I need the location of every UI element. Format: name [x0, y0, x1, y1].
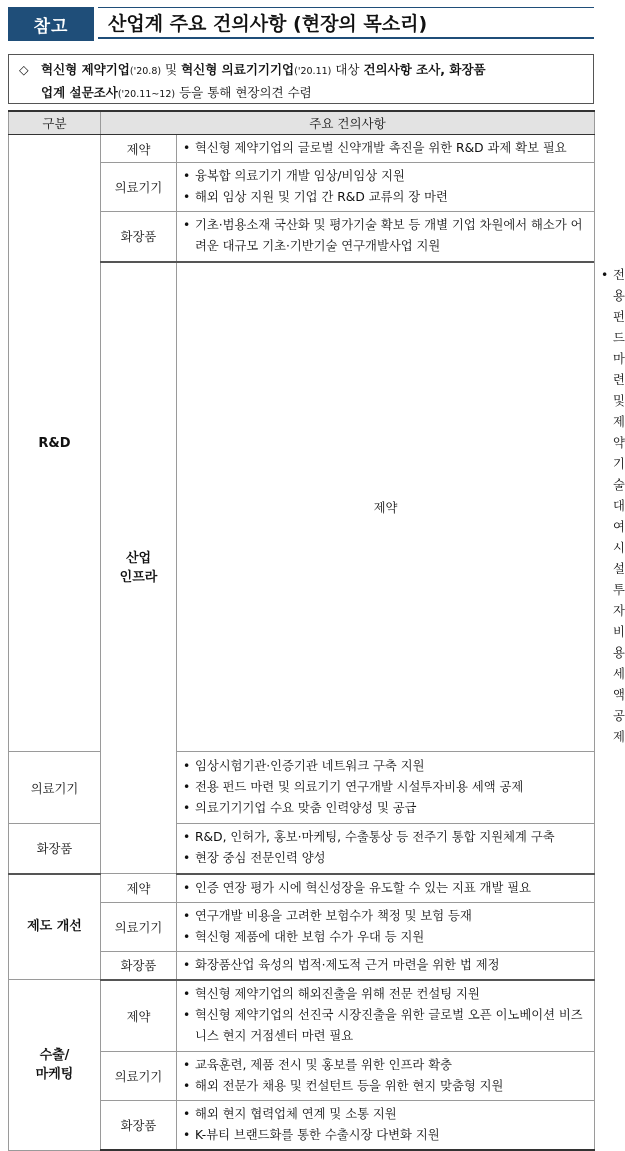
subcategory-cell: 의료기기 — [101, 902, 177, 951]
header-items: 주요 건의사항 — [101, 111, 595, 135]
header-category: 구분 — [9, 111, 101, 135]
subcategory-cell: 화장품 — [101, 1101, 177, 1151]
summary-box — [8, 54, 594, 104]
summary-text-1: 및 — [161, 62, 182, 77]
list-item: • 혁신형 제약기업의 해외진출을 위해 전문 컨설팅 지원 — [183, 987, 480, 1002]
subcategory-cell: 제약 — [177, 262, 595, 752]
subcategory-cell: 제약 — [101, 135, 177, 163]
table-row — [9, 824, 595, 874]
category-cell: R&D — [9, 135, 101, 752]
page-header — [8, 7, 596, 41]
table-row — [9, 135, 595, 163]
summary-bold-4: 업계 설문조사 — [41, 85, 118, 100]
table-row: 산업 인프라 제약 • 전용 펀드 마련 및 제약 기술대여 시설투자비용 세액 공제 — [9, 262, 595, 752]
list-item: • 의료기기기업 수요 맞춤 인력양성 및 공급 — [183, 801, 417, 815]
page-title: 산업계 주요 건의사항 (현장의 목소리) — [98, 7, 594, 39]
list-item: • 해외 전문가 채용 및 컨설턴트 등을 위한 현지 맞춤형 지원 — [183, 1079, 504, 1093]
table-row — [9, 874, 595, 903]
subcategory-cell: 의료기기 — [9, 752, 101, 824]
summary-date-1: ('20.8) — [129, 66, 162, 77]
summary-text-2: 대상 — [331, 62, 364, 77]
list-item: • 융복합 의료기기 개발 임상/비임상 지원 — [183, 169, 405, 183]
list-item: • 혁신형 제약기업의 글로벌 신약개발 촉진을 위한 R&D 과제 확보 필요 — [183, 141, 567, 155]
list-item: • 연구개발 비용을 고려한 보험수가 책정 및 보험 등재 — [183, 908, 472, 923]
list-item: • 인증 연장 평가 시에 혁신성장을 유도할 수 있는 지표 개발 필요 — [183, 880, 532, 895]
subcategory-cell: 제약 — [101, 980, 177, 1052]
subcategory-cell: 제약 — [101, 874, 177, 903]
summary-date-2: ('20.11) — [294, 66, 332, 77]
list-item: • 전용 펀드 마련 및 의료기기 연구개발 시설투자비용 세액 공제 — [183, 780, 524, 794]
summary-bold-3: 건의사항 조사, 화장품 — [363, 62, 486, 77]
subcategory-cell: 의료기기 — [101, 163, 177, 212]
subcategory-cell: 의료기기 — [101, 1052, 177, 1101]
list-item: • 해외 임상 지원 및 기업 간 R&D 교류의 장 마련 — [183, 190, 448, 204]
table-row — [9, 752, 595, 824]
list-item: • 현장 중심 전문인력 양성 — [183, 851, 326, 866]
subcategory-cell: 화장품 — [101, 951, 177, 980]
summary-date-3: ('20.11~12) — [117, 89, 176, 100]
recommendations-table — [8, 110, 625, 1151]
list-item: • 혁신형 제품에 대한 보험 수가 우대 등 지원 — [183, 929, 425, 944]
summary-bold-1: 혁신형 제약기업 — [41, 62, 130, 77]
list-item: • K-뷰티 브랜드화를 통한 수출시장 다변화 지원 — [183, 1128, 440, 1142]
category-cell: 수출/ 마케팅 — [9, 980, 101, 1151]
list-item: • R&D, 인허가, 홍보·마케팅, 수출통상 등 전주기 통합 지원체계 구축 — [183, 830, 555, 845]
reference-badge: 참고 — [8, 7, 94, 41]
summary-bold-2: 혁신형 의료기기기업 — [181, 62, 295, 77]
category-cell: 제도 개선 — [9, 874, 101, 980]
table-row — [9, 980, 595, 1052]
subcategory-cell: 화장품 — [9, 824, 101, 874]
list-item: • 혁신형 제약기업의 선진국 시장진출을 위한 글로벌 오픈 이노베이션 비즈니스 현지 거점센터 마련 필요 — [183, 1008, 583, 1044]
list-item: • 해외 현지 협력업체 연계 및 소통 지원 — [183, 1107, 397, 1121]
diamond-icon: ◇ — [19, 62, 29, 77]
category-cell: 산업 인프라 — [101, 262, 177, 874]
list-item: • 교육훈련, 제품 전시 및 홍보를 위한 인프라 확충 — [183, 1058, 452, 1072]
table-header-row — [9, 111, 595, 135]
list-item: • 화장품산업 육성의 법적·제도적 근거 마련을 위한 법 제정 — [183, 957, 500, 972]
summary-text-3: 등을 통해 현장의견 수렴 — [175, 85, 312, 100]
list-item: • 임상시험기관·인증기관 네트워크 구축 지원 — [183, 759, 425, 773]
list-item: • 기초·범용소재 국산화 및 평가기술 확보 등 개별 기업 차원에서 해소가 어려운 대규모 기초·기반기술 연구개발사업 지원 — [183, 218, 583, 254]
subcategory-cell: 화장품 — [101, 212, 177, 262]
